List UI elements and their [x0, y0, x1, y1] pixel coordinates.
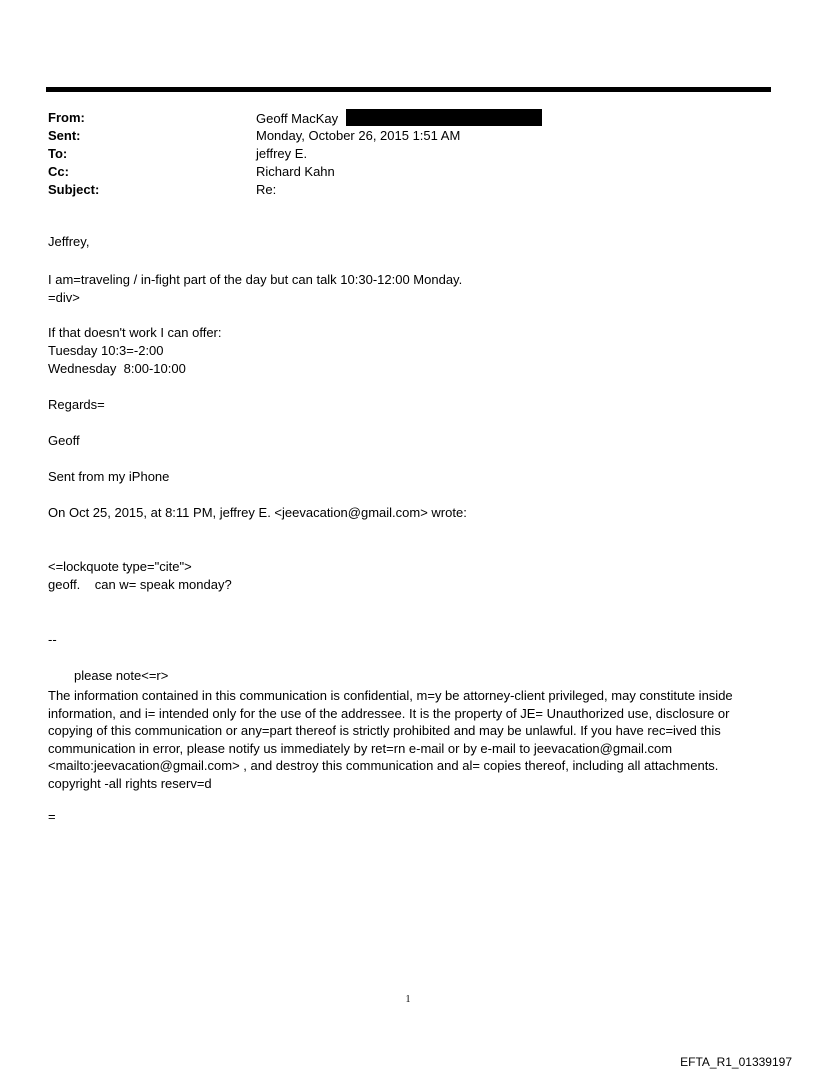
- to-value: jeffrey E.: [256, 146, 308, 161]
- body-line-2: =div>: [48, 290, 80, 305]
- signature-dashes: --: [48, 632, 57, 647]
- cc-value: Richard Kahn: [256, 164, 335, 179]
- page-number: 1: [405, 994, 411, 1005]
- greeting: Jeffrey,: [48, 234, 90, 249]
- quote-intro: On Oct 25, 2015, at 8:11 PM, jeffrey E. <jeevacation@gmail.com> wrote:: [48, 505, 467, 520]
- trailing-equals: =: [48, 809, 56, 824]
- from-value: [256, 109, 542, 128]
- header-rule: [46, 87, 771, 92]
- body-line-1: I am=traveling / in-fight part of the day but can talk 10:30-12:00 Monday.: [48, 272, 463, 287]
- please-note: please note<=r>: [74, 668, 169, 683]
- wednesday-line: Wednesday 8:00-10:00: [48, 361, 186, 376]
- sent-from-line: Sent from my iPhone: [48, 469, 170, 484]
- confidentiality-disclaimer: The information contained in this communication is confidential, m=y be attorney-client privileged, may constitute inside information, and i= intended only for the use of the addressee. It is the property of JE= Unauthorized use, disclosure or copying of this communication or any=part thereof is strictly prohibited and may be unlawful. If you have rec=ived this communication in error, please notify us immediately by ret=rn e-mail or by e-mail to jeevacation@gmail.com <mailto:jeevacation@gmail.com> , and destroy this communication and al= copies thereof, including all attachments. copyright -all rights reserv=d: [48, 688, 733, 791]
- to-label: To:: [48, 146, 68, 161]
- signature: Geoff: [48, 433, 80, 448]
- sent-value: Monday, October 26, 2015 1:51 AM: [256, 128, 461, 143]
- from-name: Geoff MacKay: [256, 111, 339, 126]
- sent-label: Sent:: [48, 128, 81, 143]
- from-label: From:: [48, 110, 85, 125]
- subject-value: Re:: [256, 182, 277, 197]
- subject-label: Subject:: [48, 182, 100, 197]
- tuesday-line: Tuesday 10:3=-2:00: [48, 343, 164, 358]
- quoted-message: geoff. can w= speak monday?: [48, 577, 232, 592]
- cc-label: Cc:: [48, 164, 69, 179]
- document-id: EFTA_R1_01339197: [680, 1055, 792, 1069]
- offer-line: If that doesn't work I can offer:: [48, 325, 222, 340]
- redaction-bar: [346, 109, 542, 126]
- regards-line: Regards=: [48, 397, 105, 412]
- blockquote-tag: <=lockquote type="cite">: [48, 559, 192, 574]
